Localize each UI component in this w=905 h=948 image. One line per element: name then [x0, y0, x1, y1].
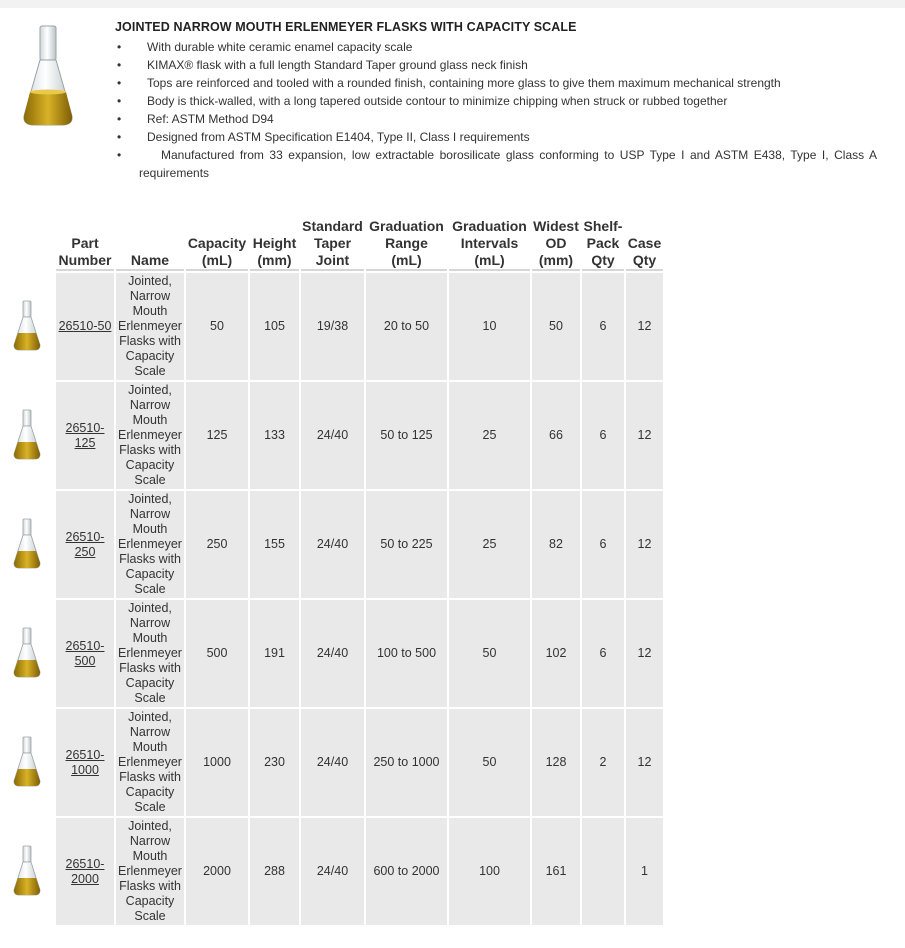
column-header-text: Widest: [533, 218, 579, 234]
column-header-text: Joint: [315, 252, 350, 268]
part-number-text: 26510-: [65, 638, 105, 653]
cell-part-number: [56, 382, 114, 489]
cell-range: 50 to 125: [366, 382, 447, 489]
table-row: [56, 491, 663, 598]
name-text: Mouth: [132, 740, 168, 754]
column-header-text: Graduation: [369, 218, 444, 234]
name-text: Narrow: [129, 616, 171, 630]
cell-height: 155: [250, 491, 299, 598]
feature-item-text: Manufactured from 33 expansion, low extractable borosilicate glass conforming to USP Type I and ASTM E438, Type I, Class A requirements: [139, 148, 877, 180]
column-header-text: (mL): [391, 252, 422, 268]
name-text: Capacity: [125, 676, 175, 690]
name-text: Flasks with: [119, 552, 181, 566]
name-text: Scale: [134, 800, 166, 814]
cell-shelf: 6: [582, 491, 624, 598]
cell-capacity: 250: [186, 491, 248, 598]
cell-taper: 24/40: [301, 818, 364, 925]
name-text: Capacity: [125, 894, 175, 908]
name-text: Capacity: [125, 349, 175, 363]
cell-case: 12: [626, 600, 663, 707]
part-number-text: 2000: [71, 871, 99, 886]
col-taper-joint: [301, 216, 364, 271]
cell-case: 12: [626, 709, 663, 816]
cell-height: 191: [250, 600, 299, 707]
cell-case: 12: [626, 491, 663, 598]
feature-item: [115, 146, 877, 182]
column-header-text: Height: [252, 235, 297, 251]
column-header-text: Case: [627, 235, 662, 251]
cell-shelf: 2: [582, 709, 624, 816]
cell-name: [116, 818, 184, 925]
cell-part-number: [56, 600, 114, 707]
cell-intervals: 10: [449, 273, 530, 380]
name-text: Mouth: [132, 413, 168, 427]
column-header-text: Range: [385, 235, 428, 251]
cell-height: 230: [250, 709, 299, 816]
column-header-text: OD: [545, 235, 567, 251]
part-number-text: 26510-50: [58, 319, 112, 333]
name-text: Narrow: [129, 725, 171, 739]
part-number-text: 500: [74, 653, 96, 668]
erlenmeyer-flask-icon: [20, 24, 76, 130]
name-text: Erlenmeyer: [118, 319, 182, 333]
page-title: JOINTED NARROW MOUTH ERLENMEYER FLASKS WITH CAPACITY SCALE: [115, 20, 577, 34]
column-header-text: Taper: [313, 235, 352, 251]
cell-capacity: 1000: [186, 709, 248, 816]
part-number-link[interactable]: [66, 748, 105, 777]
cell-taper: 24/40: [301, 491, 364, 598]
name-text: Narrow: [129, 398, 171, 412]
cell-part-number: [56, 273, 114, 380]
part-number-text: 26510-: [65, 856, 105, 871]
erlenmeyer-flask-icon: [12, 409, 42, 461]
column-header-text: (mL): [201, 252, 233, 268]
cell-taper: 24/40: [301, 382, 364, 489]
col-shelf-pack: [582, 216, 624, 271]
column-header-text: Graduation: [452, 218, 527, 234]
feature-item: • Designed from ASTM Specification E1404, Type II, Class I requirements: [115, 128, 877, 146]
cell-shelf: [582, 818, 624, 925]
name-text: Scale: [134, 691, 166, 705]
table-row: [56, 382, 663, 489]
column-header-text: (mm): [257, 252, 292, 268]
name-text: Erlenmeyer: [118, 537, 182, 551]
name-text: Scale: [134, 364, 166, 378]
part-number-text: 26510-: [65, 747, 105, 762]
name-text: Mouth: [132, 522, 168, 536]
name-text: Jointed,: [128, 710, 172, 724]
name-text: Capacity: [125, 567, 175, 581]
name-text: Narrow: [129, 834, 171, 848]
part-number-link[interactable]: [66, 530, 105, 559]
name-text: Erlenmeyer: [118, 864, 182, 878]
cell-taper: 19/38: [301, 273, 364, 380]
name-text: Jointed,: [128, 601, 172, 615]
top-band: [0, 0, 905, 8]
cell-range: 50 to 225: [366, 491, 447, 598]
part-number-text: 26510-: [65, 529, 105, 544]
cell-intervals: 100: [449, 818, 530, 925]
cell-shelf: 6: [582, 600, 624, 707]
spec-table: [54, 214, 665, 927]
table-row: [56, 818, 663, 925]
cell-name: [116, 600, 184, 707]
col-graduation-intervals: [449, 216, 530, 271]
col-part-number: [56, 216, 114, 271]
cell-range: 250 to 1000: [366, 709, 447, 816]
name-text: Flasks with: [119, 661, 181, 675]
column-header-text: Part: [71, 235, 99, 251]
erlenmeyer-flask-icon: [12, 736, 42, 788]
column-header-text: Pack: [586, 235, 620, 251]
cell-name: [116, 709, 184, 816]
name-text: Erlenmeyer: [118, 646, 182, 660]
part-number-text: 125: [74, 435, 96, 450]
name-text: Erlenmeyer: [118, 755, 182, 769]
part-number-link[interactable]: [66, 421, 105, 450]
cell-height: 288: [250, 818, 299, 925]
name-text: Capacity: [125, 458, 175, 472]
col-height: [250, 216, 299, 271]
cell-taper: 24/40: [301, 709, 364, 816]
table-body: [56, 273, 663, 925]
cell-intervals: 25: [449, 491, 530, 598]
feature-item: • Body is thick-walled, with a long tapered outside contour to minimize chipping when struck or rubbed together: [115, 92, 877, 110]
part-number-link[interactable]: [59, 319, 112, 333]
erlenmeyer-flask-icon: [12, 300, 42, 352]
feature-item: • Ref: ASTM Method D94: [115, 110, 877, 128]
cell-height: 105: [250, 273, 299, 380]
cell-name: [116, 382, 184, 489]
part-number-link[interactable]: [66, 857, 105, 886]
name-text: Scale: [134, 582, 166, 596]
name-text: Jointed,: [128, 274, 172, 288]
cell-intervals: 25: [449, 382, 530, 489]
column-header-text: Number: [58, 252, 112, 268]
cell-capacity: 50: [186, 273, 248, 380]
cell-capacity: 500: [186, 600, 248, 707]
cell-capacity: 125: [186, 382, 248, 489]
feature-item: • With durable white ceramic enamel capacity scale: [115, 38, 877, 56]
column-header-text: Shelf-: [583, 218, 623, 234]
column-header-text: (mm): [538, 252, 574, 268]
cell-od: 161: [532, 818, 580, 925]
col-case-qty: [626, 216, 663, 271]
col-name: [116, 216, 184, 271]
cell-taper: 24/40: [301, 600, 364, 707]
cell-od: 50: [532, 273, 580, 380]
cell-name: [116, 491, 184, 598]
cell-case: 1: [626, 818, 663, 925]
cell-part-number: [56, 491, 114, 598]
column-header-text: Standard: [302, 218, 363, 234]
cell-height: 133: [250, 382, 299, 489]
name-text: Mouth: [132, 631, 168, 645]
cell-part-number: [56, 818, 114, 925]
part-number-text: 26510-: [65, 420, 105, 435]
cell-part-number: [56, 709, 114, 816]
column-header-text: Capacity: [187, 235, 247, 251]
col-capacity: [186, 216, 248, 271]
name-text: Flasks with: [119, 334, 181, 348]
table-row: [56, 273, 663, 380]
erlenmeyer-flask-icon: [12, 845, 42, 897]
cell-shelf: 6: [582, 382, 624, 489]
feature-item: • Tops are reinforced and tooled with a rounded finish, containing more glass to give them maximum mechanical strength: [115, 74, 877, 92]
name-text: Mouth: [132, 304, 168, 318]
column-header-text: Qty: [632, 252, 657, 268]
cell-range: 100 to 500: [366, 600, 447, 707]
feature-list: [115, 38, 877, 182]
feature-item: • KIMAX® flask with a full length Standard Taper ground glass neck finish: [115, 56, 877, 74]
column-header-text: (mL): [474, 252, 505, 268]
column-header-text: Name: [130, 252, 170, 268]
cell-capacity: 2000: [186, 818, 248, 925]
cell-od: 128: [532, 709, 580, 816]
name-text: Erlenmeyer: [118, 428, 182, 442]
cell-intervals: 50: [449, 600, 530, 707]
name-text: Capacity: [125, 785, 175, 799]
part-number-text: 1000: [71, 762, 99, 777]
table-header-row: [56, 216, 663, 271]
name-text: Mouth: [132, 849, 168, 863]
name-text: Flasks with: [119, 770, 181, 784]
name-text: Flasks with: [119, 443, 181, 457]
column-header-text: Qty: [591, 252, 615, 268]
cell-od: 66: [532, 382, 580, 489]
name-text: Jointed,: [128, 492, 172, 506]
name-text: Jointed,: [128, 819, 172, 833]
name-text: Jointed,: [128, 383, 172, 397]
cell-case: 12: [626, 273, 663, 380]
cell-range: 20 to 50: [366, 273, 447, 380]
col-graduation-range: [366, 216, 447, 271]
cell-range: 600 to 2000: [366, 818, 447, 925]
cell-intervals: 50: [449, 709, 530, 816]
table-row: [56, 600, 663, 707]
col-widest-od: [532, 216, 580, 271]
cell-shelf: 6: [582, 273, 624, 380]
erlenmeyer-flask-icon: [12, 627, 42, 679]
cell-case: 12: [626, 382, 663, 489]
name-text: Scale: [134, 909, 166, 923]
cell-od: 82: [532, 491, 580, 598]
erlenmeyer-flask-icon: [12, 518, 42, 570]
column-header-text: Intervals: [460, 235, 519, 251]
name-text: Flasks with: [119, 879, 181, 893]
name-text: Narrow: [129, 507, 171, 521]
part-number-text: 250: [74, 544, 96, 559]
cell-name: [116, 273, 184, 380]
table-row: [56, 709, 663, 816]
name-text: Narrow: [129, 289, 171, 303]
part-number-link[interactable]: [66, 639, 105, 668]
name-text: Scale: [134, 473, 166, 487]
cell-od: 102: [532, 600, 580, 707]
